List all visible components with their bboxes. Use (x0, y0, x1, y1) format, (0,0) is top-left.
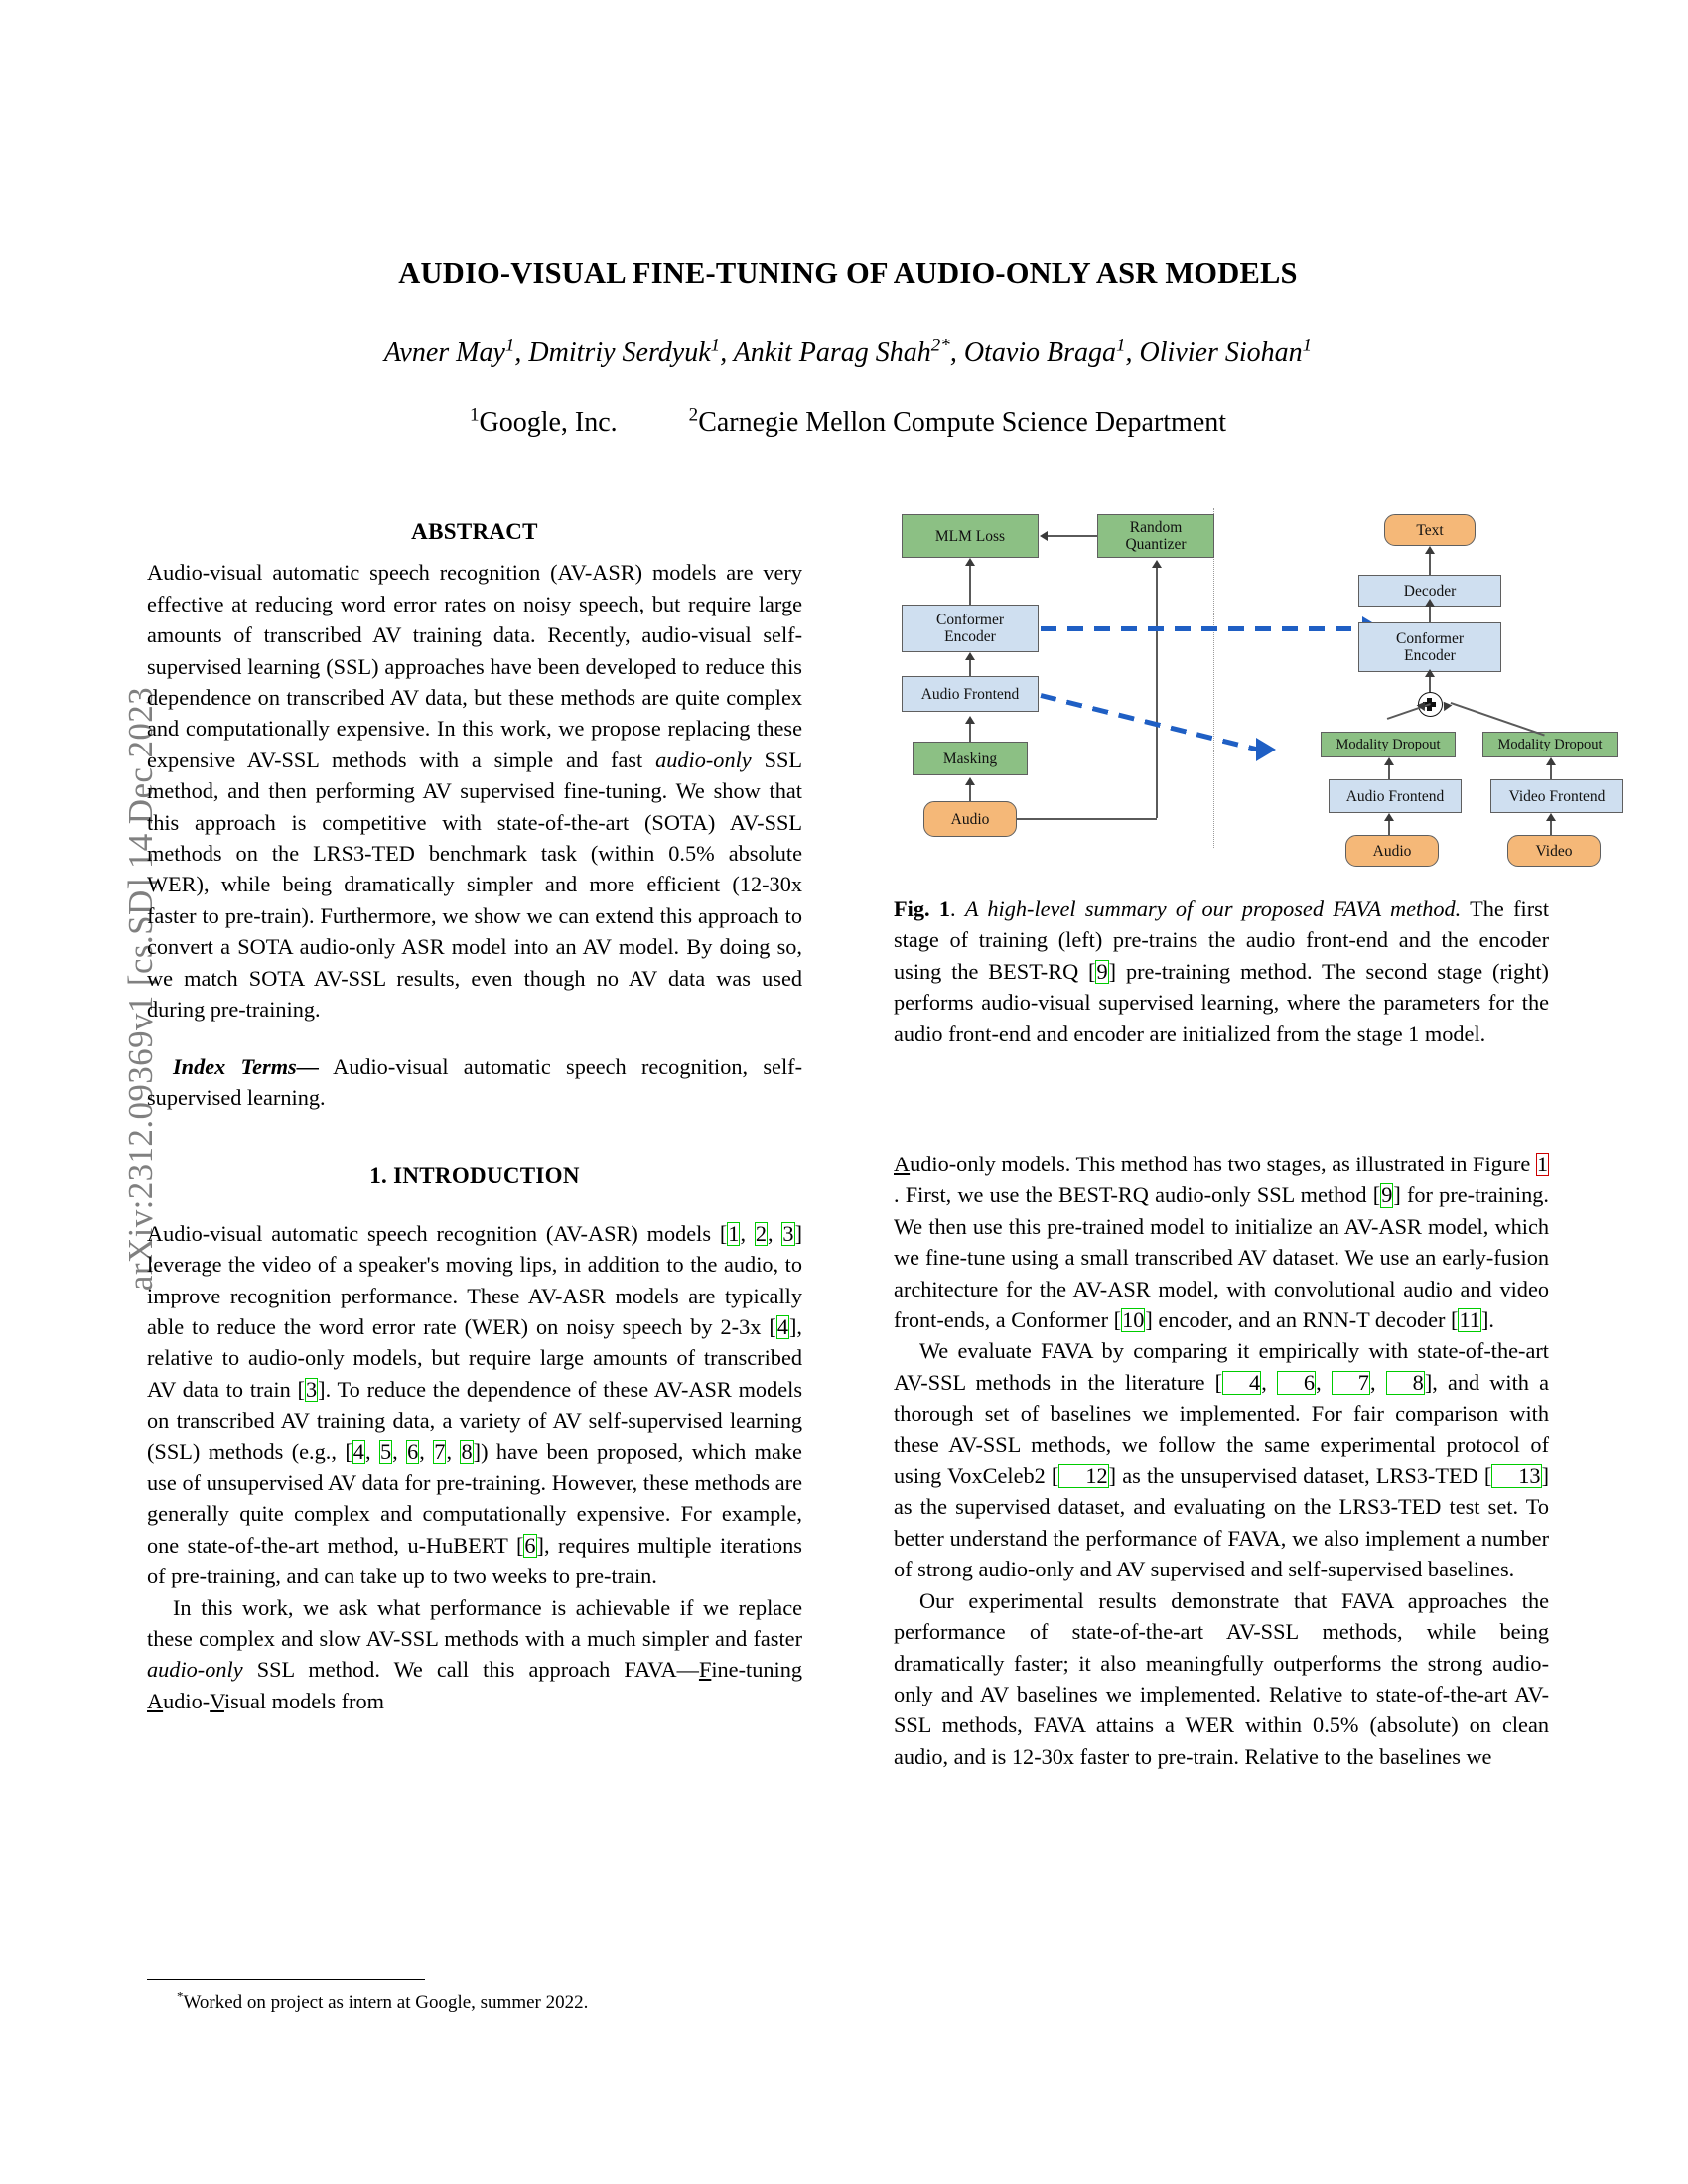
node-label: Video Frontend (1508, 787, 1606, 805)
citation-link[interactable]: 10 (1122, 1307, 1145, 1333)
index-terms-text: Audio-visual automatic speech recognition, self-supervised learning. (147, 1053, 802, 1110)
arrow-head-up (1425, 546, 1435, 554)
left-column (147, 516, 802, 1716)
index-terms-paragraph (147, 1051, 802, 1114)
author-name: Otavio Braga (963, 338, 1117, 368)
intro2-text-c: ine-tuning (711, 1657, 802, 1683)
abstract-paragraph (147, 557, 802, 1024)
arrow-head-up (965, 652, 975, 660)
stage-divider (1213, 508, 1214, 848)
citation-link[interactable]: 11 (1459, 1307, 1480, 1333)
figure-reference-link[interactable]: 1 (1536, 1152, 1548, 1176)
edge-audio-to-audiofe (1388, 821, 1390, 835)
node-label: Audio (950, 810, 990, 828)
right-p2-text-b: , and with a thorough set of baselines we implemented. For fair comparison with these AV-SSL methods, we follow the same experimental protocol of using VoxCeleb2 (894, 1369, 1549, 1489)
author-line (147, 335, 1549, 369)
footnote (147, 1990, 802, 2016)
node-random-quantizer (1097, 514, 1214, 558)
author-name: Avner May (383, 338, 505, 368)
node-mlm-loss (902, 514, 1039, 558)
figure-caption: Fig. 1. A high-level summary of our proposed FAVA method. The first stage of training (left) pre-trains the audio front-end and the encoder using the BEST-RQ [9] pre-training method. The second stage (right) performs audio-visual supervised learning, where the parameters for the audio front-end and encoder are initialized from the stage 1 model. (894, 896, 1550, 1046)
citation-link[interactable]: 3 (305, 1376, 318, 1402)
author-affiliation-marker: 1 (710, 335, 721, 356)
arrow-head-up (965, 558, 975, 566)
figure-1-diagram (894, 506, 1606, 860)
author-name: Olivier Siohan (1139, 338, 1303, 368)
citation-link[interactable]: 8 (1386, 1371, 1425, 1395)
node-text (1384, 514, 1476, 546)
right-p2-text-c: as the unsupervised dataset, LRS3-TED (1116, 1463, 1484, 1489)
arrow-head-up (1546, 757, 1556, 765)
edge-audio-to-masking (969, 785, 971, 801)
node-label: Text (1416, 521, 1444, 539)
page-title: AUDIO-VISUAL FINE-TUNING OF AUDIO-ONLY ASR MODELS (398, 256, 1298, 290)
author-separator: , (1125, 338, 1140, 368)
abstract-text-b: SSL method, and then performing AV supervised fine-tuning. We show that this approach is competitive with state-of-the-art (SOTA) AV-SSL methods on the LRS3-TED benchmark task (within 0.5% absolute WER), while being dramatically simpler and more efficient (12-30x faster to pre-train). Furthermore, we show we can extend this approach to convert a SOTA audio-only ASR model into an AV model. By doing so, we match SOTA AV-SSL results, even though no AV data was used during pre-training. (147, 747, 802, 1023)
fava-acronym-v: V (210, 1688, 224, 1713)
figure-caption-title: A high-level summary of our proposed FAVA method. (964, 896, 1462, 921)
node-label: Modality Dropout (1336, 736, 1441, 752)
abstract-heading: ABSTRACT (411, 519, 538, 544)
arrow-head-left (1040, 531, 1048, 541)
author-affiliation-marker: 2* (930, 335, 950, 356)
figure-caption-text-b: pre-training method. The second stage (right) performs audio-visual supervised learning, where the parameters for the audio front-end and encoder are initialized from the stage 1 model. (894, 958, 1549, 1046)
edge-videofe-to-dropout (1550, 765, 1552, 779)
affiliation-2: Carnegie Mellon Compute Science Department (698, 407, 1227, 438)
arrow-head-up (965, 777, 975, 785)
figure-caption-sep: . (950, 896, 965, 921)
citation-link[interactable]: 7 (434, 1438, 446, 1464)
footnote-marker: * (177, 1988, 184, 2004)
fava-acronym-f: F (698, 1657, 712, 1683)
citation-link[interactable]: 3 (782, 1220, 794, 1246)
author-affiliation-marker: 1 (1116, 335, 1126, 356)
edge-masking-to-frontend (969, 724, 971, 742)
edge-audio-to-quantizer-v (1156, 568, 1158, 818)
right-paragraph-3: Our experimental results demonstrate that FAVA approaches the performance of state-of-the-art AV-SSL methods, while being dramatically faster; it also meaningfully outperforms the strong audio-only and AV baselines we implemented. Relative to state-of-the-art AV-SSL methods, FAVA attains a WER within 0.5% (absolute) on clean audio, and is 12-30x faster to pre-train. Relative to the baselines we (894, 1587, 1549, 1769)
intro2-text-d: udio- (163, 1688, 211, 1713)
right-paragraph-2: We evaluate FAVA by comparing it empirically with state-of-the-art AV-SSL methods in the literature [ 4, 6, 7, 8], and with a thorough set of baselines we implemented. For fair comparison with these AV-SSL methods, we follow the same experimental protocol of using VoxCeleb2 [ 12] as the unsupervised dataset, LRS3-TED [ 13] as the supervised dataset, and evaluating on the LRS3-TED test set. To better understand the performance of FAVA, we also implement a number of strong audio-only and AV supervised and self-supervised baselines. (894, 1338, 1549, 1582)
node-video (1507, 835, 1601, 867)
spacer (147, 1025, 802, 1051)
author-affiliation-marker: 1 (1302, 335, 1313, 356)
node-label: Masking (942, 750, 998, 767)
arrow-head-up (1425, 669, 1435, 677)
arrow-head-up (1152, 560, 1162, 568)
abstract-emphasis: audio-only (655, 747, 752, 772)
author-separator: , (514, 338, 529, 368)
node-modality-dropout-audio (1321, 732, 1456, 757)
node-label: MLM Loss (934, 527, 1006, 545)
node-conformer-encoder-left (902, 605, 1039, 652)
index-terms-label: Index Terms— (173, 1053, 320, 1079)
intro2-text-e: isual models from (223, 1688, 384, 1713)
transfer-arrow-head-frontend (1256, 738, 1276, 761)
intro-paragraph-2 (147, 1592, 802, 1717)
citation-link[interactable]: 9 (1096, 958, 1108, 984)
node-masking (913, 742, 1028, 775)
right-p1-text-d: encoder, and an RNN-T decoder (1152, 1307, 1452, 1333)
citation-link[interactable]: 2 (755, 1220, 767, 1246)
affiliation-marker-2: 2 (688, 404, 699, 426)
author-affiliation-marker: 1 (504, 335, 515, 356)
arrow-head-up (965, 716, 975, 724)
intro-text-c: , relative to audio-only models, but require large amounts of transcribed AV data to train (147, 1313, 802, 1402)
edge-encoder-to-mlm (969, 566, 971, 605)
intro-text-e: ) have been proposed, which make use of unsupervised AV data for pre-training. However, these methods are generally quite complex and computationally expensive. For example, one state-of-the-art method, u-HuBERT (147, 1438, 802, 1558)
figure-caption-text-a: The first stage of training (left) pre-trains the audio front-end and the encoder using the BEST-RQ (894, 896, 1550, 984)
citation-link[interactable]: 6 (407, 1438, 419, 1464)
citation-link[interactable]: 4 (776, 1313, 788, 1339)
intro-text-f: , requires multiple iterations of pre-training, and can take up to two weeks to pre-train. (147, 1532, 802, 1589)
edge-plus-to-encoder (1429, 677, 1431, 692)
node-label-line1: Conformer (935, 612, 1004, 628)
right-p2-text-d: as the supervised dataset, and evaluating on the LRS3-TED test set. To better understand the performance of FAVA, we also implement a number of strong audio-only and AV supervised and self-supervised baselines. (894, 1494, 1549, 1582)
node-label: Modality Dropout (1497, 736, 1603, 752)
edge-frontend-to-encoder (969, 660, 971, 676)
node-label-line2: Encoder (944, 628, 996, 645)
citation-link[interactable]: 9 (1381, 1182, 1393, 1208)
right-p1-text-c: for pre-training. We then use this pre-trained model to initialize an AV-ASR model, which we fine-tune using a small transcribed AV dataset. We use an early-fusion architecture for the AV-ASR model, with convolutional audio and video front-ends, a Conformer (894, 1182, 1550, 1333)
affiliation-1: Google, Inc. (479, 407, 618, 438)
arrow-head-up (1425, 599, 1435, 607)
citation-link[interactable]: 6 (524, 1532, 536, 1558)
node-audio-left (923, 801, 1017, 837)
node-video-frontend (1490, 779, 1623, 813)
intro-text-a: Audio-visual automatic speech recognition (AV-ASR) models (147, 1220, 720, 1246)
intro-text-d: . To reduce the dependence of these AV-ASR models on transcribed AV training data, a variety of AV self-supervised learning (SSL) methods (e.g., (147, 1376, 802, 1464)
intro-paragraph-1: Audio-visual automatic speech recognition (AV-ASR) models [1, 2, 3] leverage the video of a speaker's moving lips, in addition to the audio, to improve recognition performance. These AV-ASR models are typically able to reduce the word error rate (WER) on noisy speech by 2-3x [4], relative to audio-only models, but require large amounts of transcribed AV data to train [3]. To reduce the dependence of these AV-ASR models on transcribed AV training data, a variety of AV self-supervised learning (SSL) methods (e.g., [4, 5, 6, 7, 8]) have been proposed, which make use of unsupervised AV data for pre-training. However, these methods are generally quite complex and computationally expensive. For example, one state-of-the-art method, u-HuBERT [6], requires multiple iterations of pre-training, and can take up to two weeks to pre-train. (147, 1220, 802, 1589)
arrow-head-up (1546, 813, 1556, 821)
right-p1-text-a: udio-only models. This method has two stages, as illustrated in Figure (910, 1152, 1536, 1176)
citation-link[interactable]: 4 (352, 1438, 364, 1464)
edge-quantizer-to-mlm (1048, 535, 1097, 537)
node-label-line1: Conformer (1395, 630, 1464, 647)
citation-link[interactable]: 13 (1491, 1464, 1541, 1488)
transfer-arrow-frontend (1040, 693, 1257, 751)
figure-number: Fig. 1 (894, 896, 950, 921)
node-label: Audio Frontend (920, 685, 1020, 703)
node-label-line2: Quantizer (1125, 536, 1187, 553)
arrow-head-up (1384, 757, 1394, 765)
citation-link[interactable]: 4 (1222, 1371, 1261, 1395)
node-label: Video (1535, 842, 1573, 860)
author-separator: , (720, 338, 734, 368)
paper-page (147, 0, 1606, 2184)
node-label: Audio (1372, 842, 1412, 860)
intro2-text-a: In this work, we ask what performance is achievable if we replace these complex and slow AV-SSL methods with a much simpler and faster (147, 1594, 802, 1651)
citation-link[interactable]: 1 (728, 1220, 740, 1246)
right-column (894, 1149, 1549, 1772)
node-conformer-encoder-right (1358, 622, 1501, 672)
node-audio-right (1345, 835, 1439, 867)
right-paragraph-1: Audio-only models. This method has two stages, as illustrated in Figure 1. First, we use the BEST-RQ audio-only SSL method [9] for pre-training. We then use this pre-trained model to initialize an AV-ASR model, which we fine-tune using a small transcribed AV dataset. We use an early-fusion architecture for the AV-ASR model, with convolutional audio and video front-ends, a Conformer [10] encoder, and an RNN-T decoder [11]. (894, 1152, 1550, 1333)
affiliation-marker-1: 1 (469, 404, 480, 426)
citation-link[interactable]: 6 (1277, 1371, 1316, 1395)
right-p1-text-e: . (1488, 1307, 1494, 1333)
node-audio-frontend-left (902, 676, 1039, 712)
affiliations (147, 404, 1549, 439)
right-p2-text-a: We evaluate FAVA by comparing it empirically with state-of-the-art AV-SSL methods in the literature (894, 1338, 1549, 1395)
footnote-rule (147, 1979, 425, 1980)
edge-audiofe-to-dropout (1388, 765, 1390, 779)
node-audio-frontend-right (1329, 779, 1462, 813)
author-name: Ankit Parag Shah (733, 338, 931, 368)
arrow-head-up (1384, 813, 1394, 821)
intro-text-b: leverage the video of a speaker's moving lips, in addition to the audio, to improve recognition performance. These AV-ASR models are typically able to reduce the word error rate (WER) on noisy speech by 2-3x (147, 1252, 802, 1339)
continued-word-initial: A (894, 1152, 911, 1176)
transfer-arrow-encoder (1041, 626, 1365, 631)
node-label-line1: Random (1129, 519, 1183, 536)
citation-link[interactable]: 8 (461, 1438, 473, 1464)
node-label: Audio Frontend (1345, 787, 1445, 805)
citation-link[interactable]: 7 (1332, 1371, 1370, 1395)
intro2-text-b: SSL method. We call this approach FAVA— (242, 1657, 699, 1683)
node-label-line2: Encoder (1404, 647, 1456, 664)
edge-decoder-to-text (1429, 554, 1431, 575)
node-label: Decoder (1403, 582, 1457, 600)
abstract-text-a: Audio-visual automatic speech recognition (AV-ASR) models are very effective at reducing word error rates on noisy speech, but require large amounts of transcribed AV training data. Recently, audio-visual self-supervised learning (SSL) approaches have been developed to reduce this dependence on transcribed AV data, but these methods are quite complex and computationally expensive. In this work, we propose replacing these expensive AV-SSL methods with a simple and fast (147, 560, 802, 772)
citation-link[interactable]: 12 (1058, 1464, 1108, 1488)
edge-video-dropout-to-plus (1451, 702, 1545, 736)
right-p1-text-b: . First, we use the BEST-RQ audio-only SSL method (894, 1182, 1373, 1208)
author-name: Dmitriy Serdyuk (528, 338, 711, 368)
section-heading-introduction: 1. INTRODUCTION (369, 1163, 580, 1189)
edge-video-to-videofe (1550, 821, 1552, 835)
footnote-text: Worked on project as intern at Google, summer 2022. (183, 1992, 589, 2013)
node-modality-dropout-video (1482, 732, 1618, 757)
author-separator: , (949, 338, 964, 368)
citation-link[interactable]: 5 (379, 1438, 392, 1464)
edge-audio-to-quantizer-h (1017, 818, 1157, 820)
arxiv-stamp: arXiv:2312.09369v1 [cs.SD] 14 Dec 2023 (121, 686, 160, 1292)
fava-acronym-a: A (147, 1688, 164, 1713)
intro2-emphasis: audio-only (147, 1657, 243, 1683)
edge-encoder-to-decoder (1429, 607, 1431, 622)
